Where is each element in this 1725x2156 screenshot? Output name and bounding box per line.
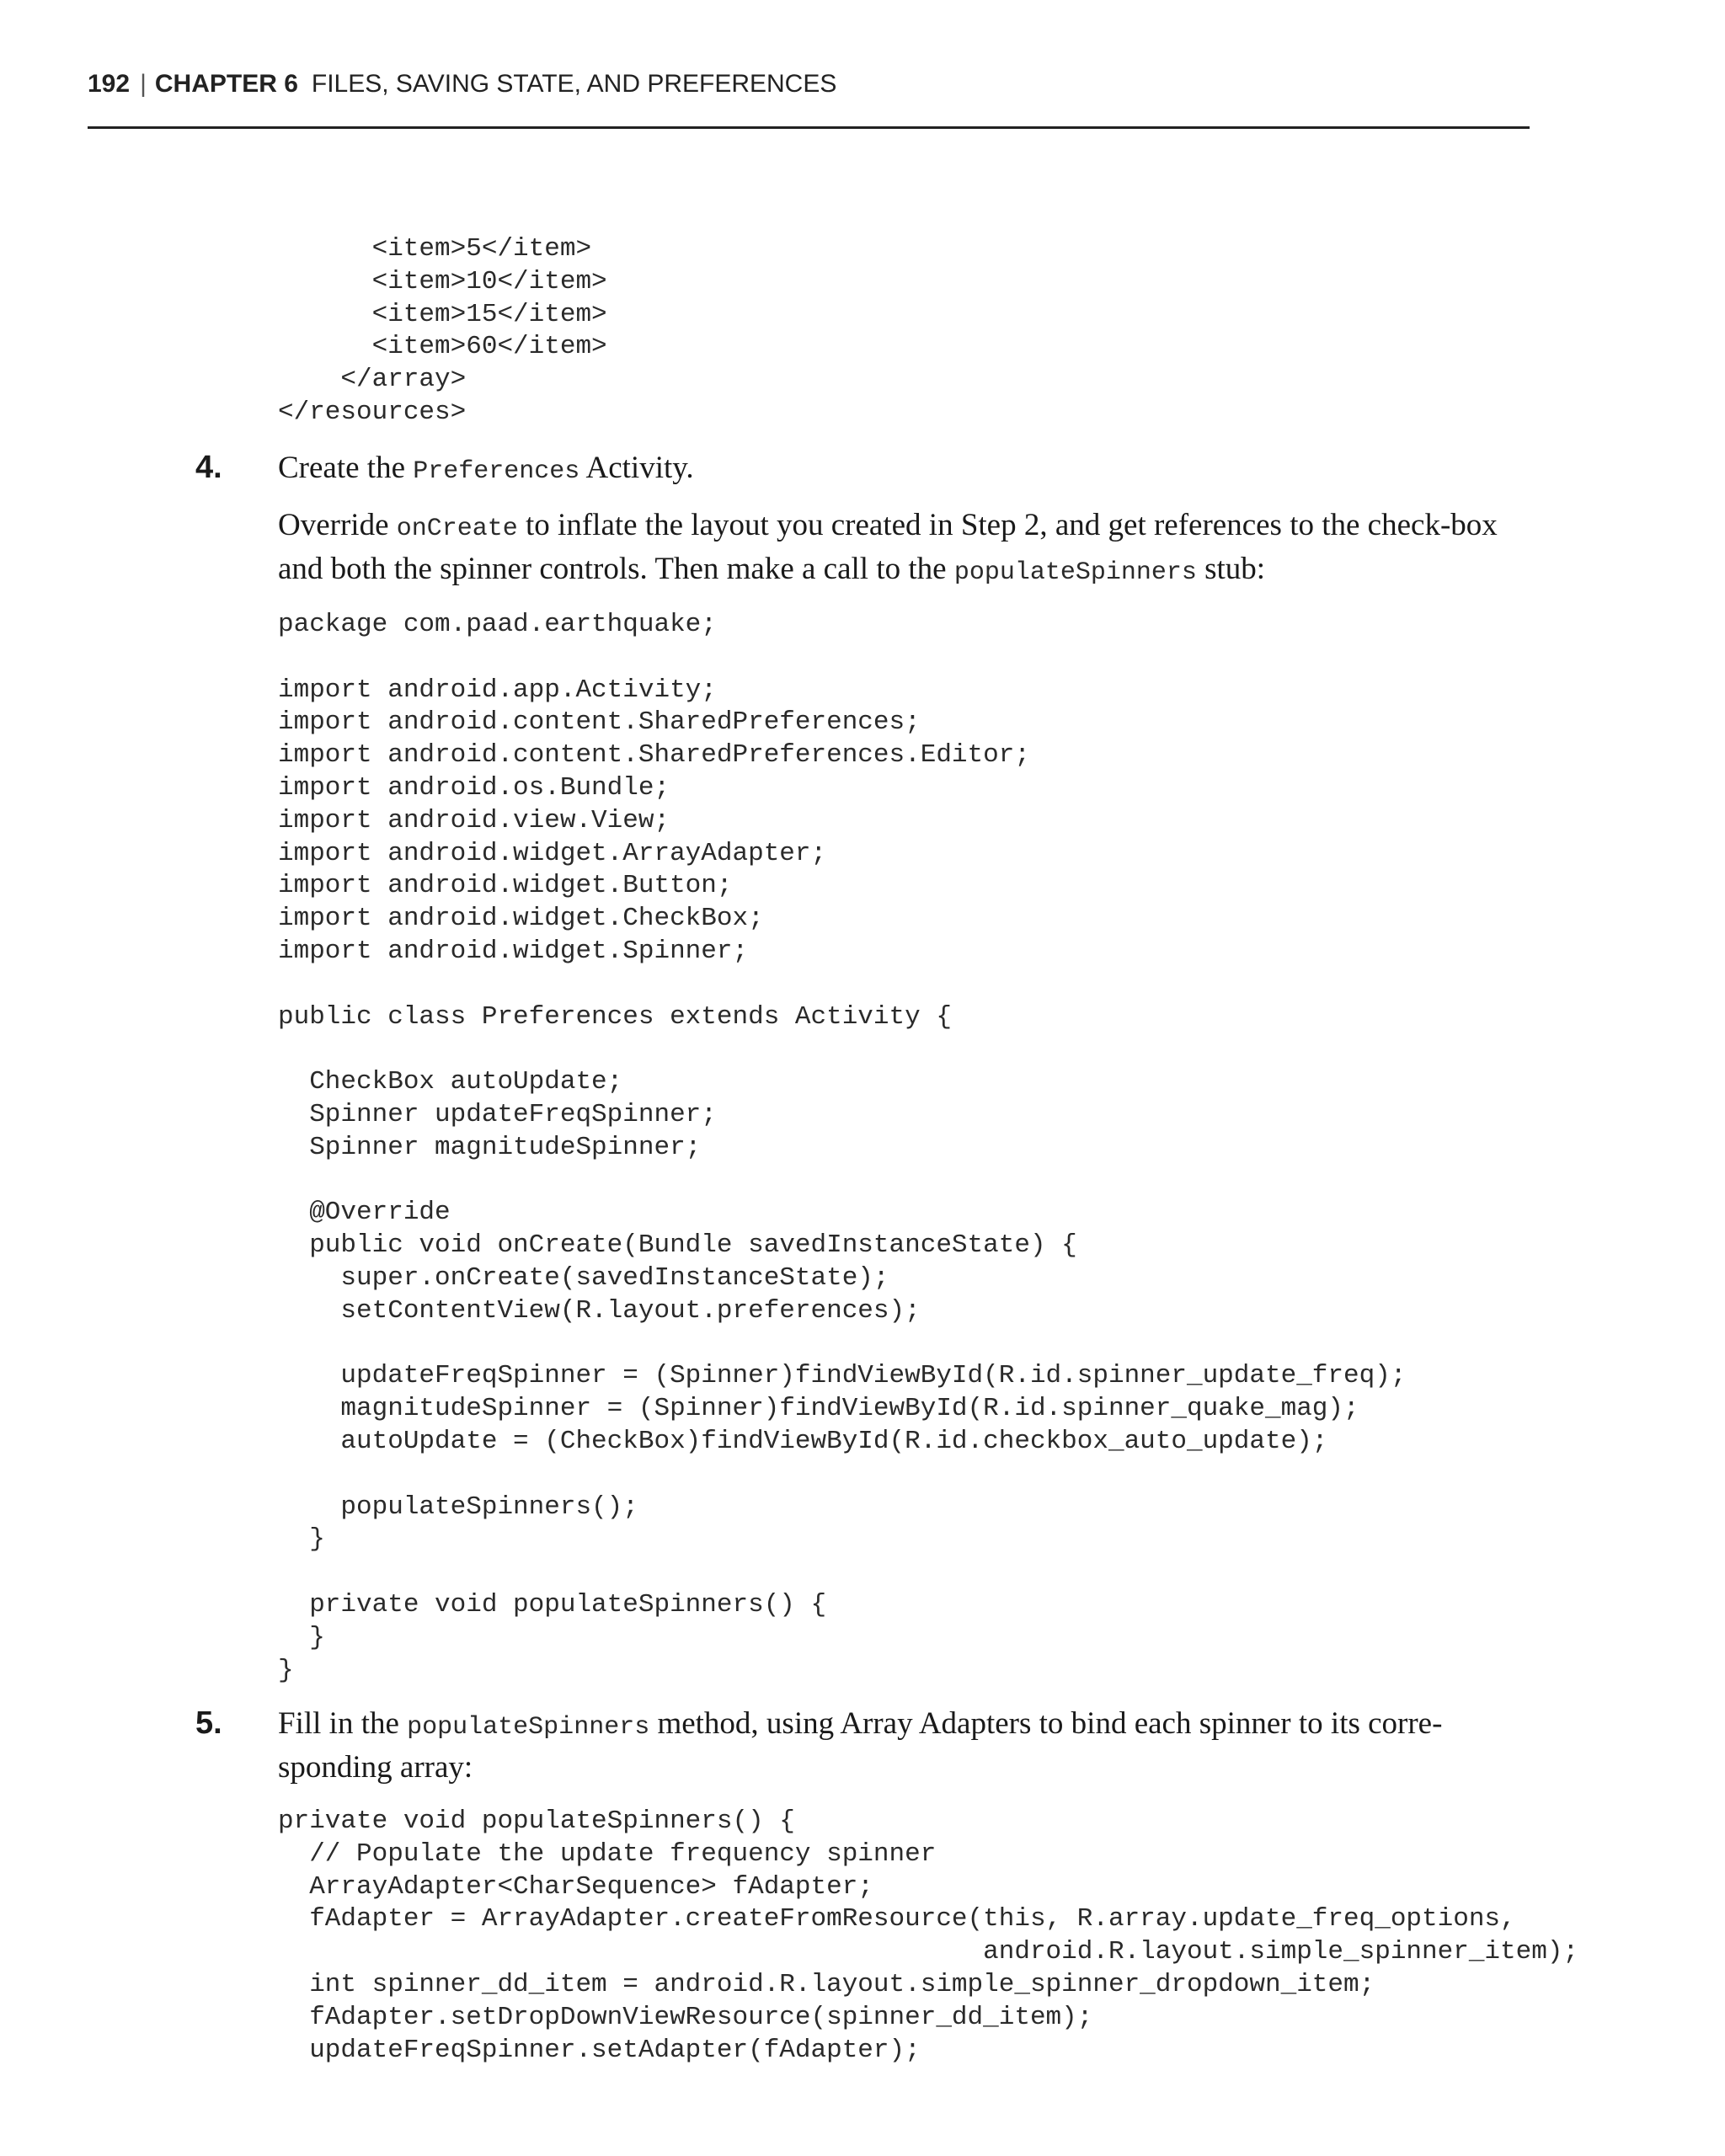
step-4-code-oncreate: onCreate (396, 515, 518, 543)
running-head (88, 67, 836, 101)
step-4-text-a: Create the (278, 451, 414, 485)
step-5-para-text-b: method, using Array Adapters to bind each spinner to its corre-sponding array: (278, 1706, 1443, 1785)
header-separator: | (140, 70, 147, 98)
code-block-preferences-activity: package com.paad.earthquake; import android.app.Activity; import android.content.SharedPreferences; import android.content.SharedPreferences.Editor; import android.os.Bundle; import android.view.View; import android.widget.ArrayAdapter; import android.widget.Button; import android.widget.CheckBox; import android.widget.Spinner; public class Preferences extends Activity { CheckBox autoUpdate; Spinner updateFreqSpinner; Spinner magnitudeSpinner; @Override public void onCreate(Bundle savedInstanceState) { super.onCreate(savedInstanceState); setContentView(R.layout.preferences); updateFreqSpinner = (Spinner)findViewById(R.id.spinner_update_freq); magnitudeSpinner = (Spinner)findViewById(R.id.spinner_quake_mag); autoUpdate = (CheckBox)findViewById(R.id.checkbox_auto_update); populateSpinners(); } private void populateSpinners() { } } (278, 610, 1407, 1685)
step-5-paragraph (278, 1704, 1525, 1787)
chapter-title: FILES, SAVING STATE, AND PREFERENCES (311, 70, 837, 98)
header-rule (88, 126, 1530, 129)
step-4-para-text-b: to inflate the layout you created in Step 2, and get references to the check-box and both the spinner controls. Then make a call to the (278, 508, 1498, 586)
code-block-resources: <item>5</item> <item>10</item> <item>15</item> <item>60</item> </array> </resources> (278, 234, 607, 427)
step-number-5: 5. (195, 1705, 222, 1741)
page-number: 192 (88, 70, 131, 98)
step-5-para-text-a: Fill in the (278, 1706, 408, 1741)
step-4-para-text-a: Override (278, 508, 397, 542)
step-4-code-populatespinners: populateSpinners (953, 558, 1197, 587)
step-5-code-populatespinners: populateSpinners (407, 1713, 650, 1742)
step-number-4: 4. (195, 450, 222, 485)
step-4-paragraph (278, 505, 1525, 593)
step-4-para-text-c: stub: (1196, 552, 1266, 586)
step-4-code-preferences: Preferences (413, 457, 580, 486)
code-block-populate-spinners: private void populateSpinners() { // Populate the update frequency spinner ArrayAdapter<CharSequence> fAdapter; fAdapter = ArrayAdapter.createFromResource(this, R.array.update_freq_options, android.R.layout.simple_spinner_item); int spinner_dd_item = android.R.layout.simple_spinner_dropdown_item; fAdapter.setDropDownViewResource(spinner_dd_item); updateFreqSpinner.setAdapter(fAdapter); (278, 1806, 1579, 2065)
chapter-label: CHAPTER 6 (154, 70, 298, 98)
step-4-heading (278, 448, 1525, 492)
step-4-text-b: Activity. (579, 451, 694, 485)
